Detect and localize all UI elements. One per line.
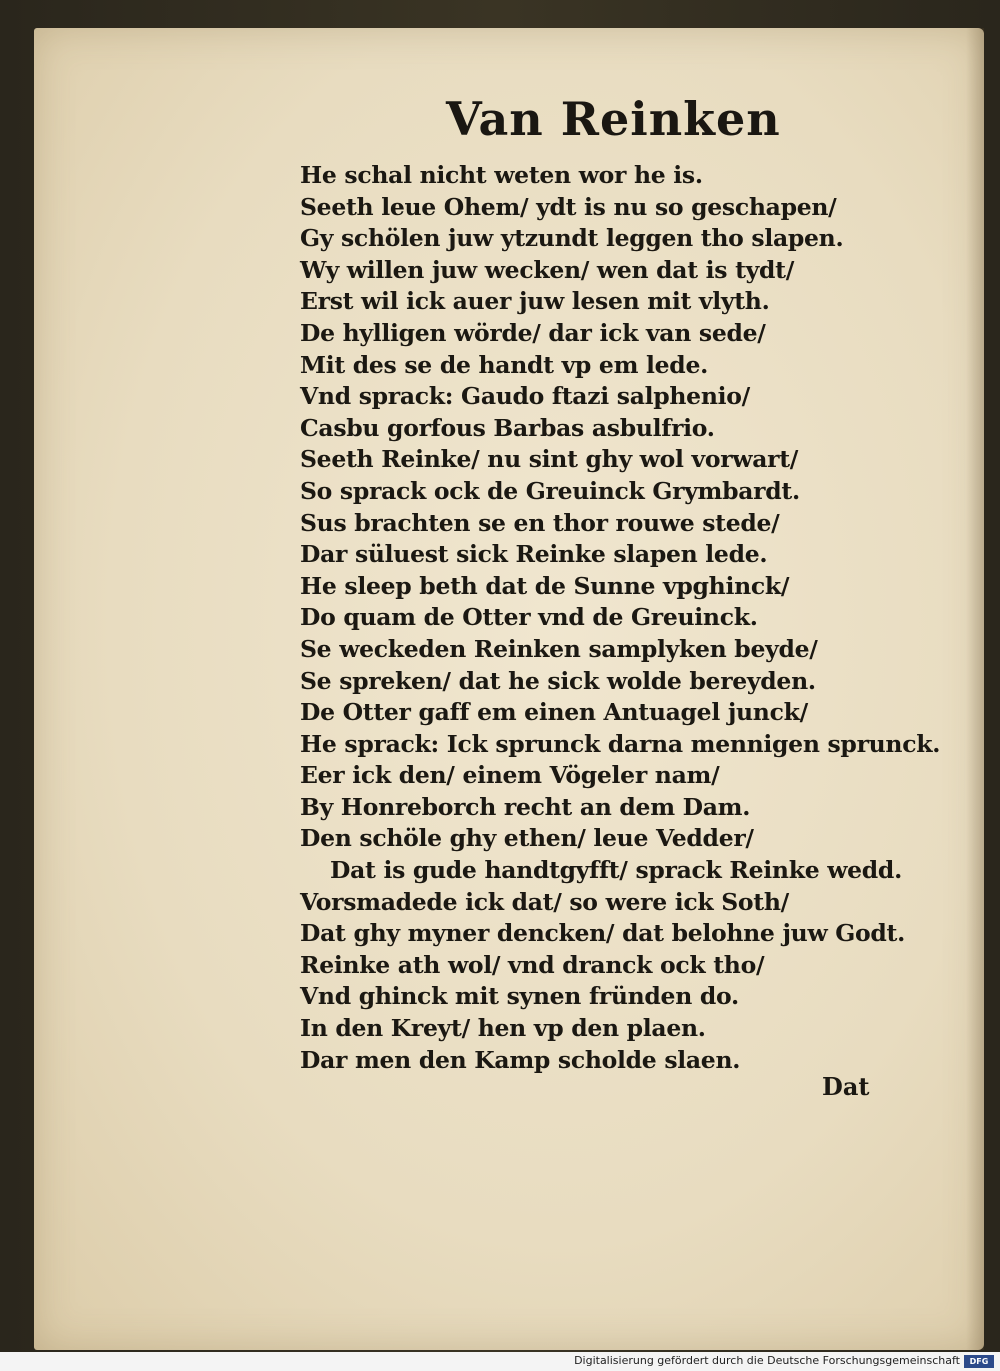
verse-line: Den schöle ghy ethen/ leue Vedder/ — [300, 824, 754, 853]
verse-line: De hylligen wörde/ dar ick van sede/ — [300, 318, 766, 347]
verse-line: So sprack ock de Greuinck Grymbardt. — [300, 476, 800, 505]
page-edge-shadow — [966, 28, 984, 1350]
verse-line: Eer ick den/ einem Vögeler nam/ — [300, 761, 720, 790]
verse-line: Sus brachten se en thor rouwe stede/ — [300, 508, 780, 537]
funding-notice: Digitalisierung gefördert durch die Deutsche Forschungsgemeinschaft — [574, 1354, 960, 1367]
footer-bar — [0, 1352, 1000, 1371]
verse-line: He schal nicht weten wor he is. — [300, 161, 703, 189]
verse-text — [300, 160, 941, 1076]
verse-line: Vorsmadede ick dat/ so were ick Soth/ — [300, 887, 789, 916]
verse-line: He sleep beth dat de Sunne vpghinck/ — [300, 571, 790, 600]
verse-line: He sprack: Ick sprunck darna mennigen sprunck. — [300, 729, 941, 758]
verse-line: Do quam de Otter vnd de Greuinck. — [300, 603, 758, 632]
verse-line: In den Kreyt/ hen vp den plaen. — [300, 1014, 706, 1043]
dfg-logo: DFG — [964, 1355, 994, 1368]
verse-line: Se weckeden Reinken samplyken beyde/ — [300, 634, 818, 663]
verse-line: Dat ghy myner dencken/ dat belohne juw Godt. — [300, 919, 905, 948]
verse-line: Se spreken/ dat he sick wolde bereyden. — [300, 666, 816, 695]
verse-line: Dar süluest sick Reinke slapen lede. — [300, 540, 768, 569]
verse-line: Seeth leue Ohem/ ydt is nu so geschapen/ — [300, 192, 837, 221]
verse-line: Wy willen juw wecken/ wen dat is tydt/ — [300, 255, 794, 284]
verse-line: Casbu gorfous Barbas asbulfrio. — [300, 413, 715, 442]
verse-line: Gy schölen juw ytzundt leggen tho slapen. — [300, 224, 844, 253]
verse-line: Dat is gude handtgyfft/ sprack Reinke wedd. — [330, 856, 902, 885]
catchword: Dat — [822, 1072, 870, 1101]
verse-line: De Otter gaff em einen Antuagel junck/ — [300, 698, 808, 727]
verse-line: Reinke ath wol/ vnd dranck ock tho/ — [300, 950, 765, 979]
verse-line: Dar men den Kamp scholde slaen. — [300, 1045, 741, 1074]
page-heading: Van Reinken — [446, 92, 781, 146]
verse-line: Seeth Reinke/ nu sint ghy wol vorwart/ — [300, 445, 799, 474]
verse-line: By Honreborch recht an dem Dam. — [300, 792, 751, 821]
verse-line: Vnd sprack: Gaudo ftazi salphenio/ — [300, 382, 750, 411]
verse-line: Erst wil ick auer juw lesen mit vlyth. — [300, 287, 770, 316]
verse-line: Mit des se de handt vp em lede. — [300, 350, 708, 379]
verse-line: Vnd ghinck mit synen fründen do. — [300, 982, 739, 1011]
